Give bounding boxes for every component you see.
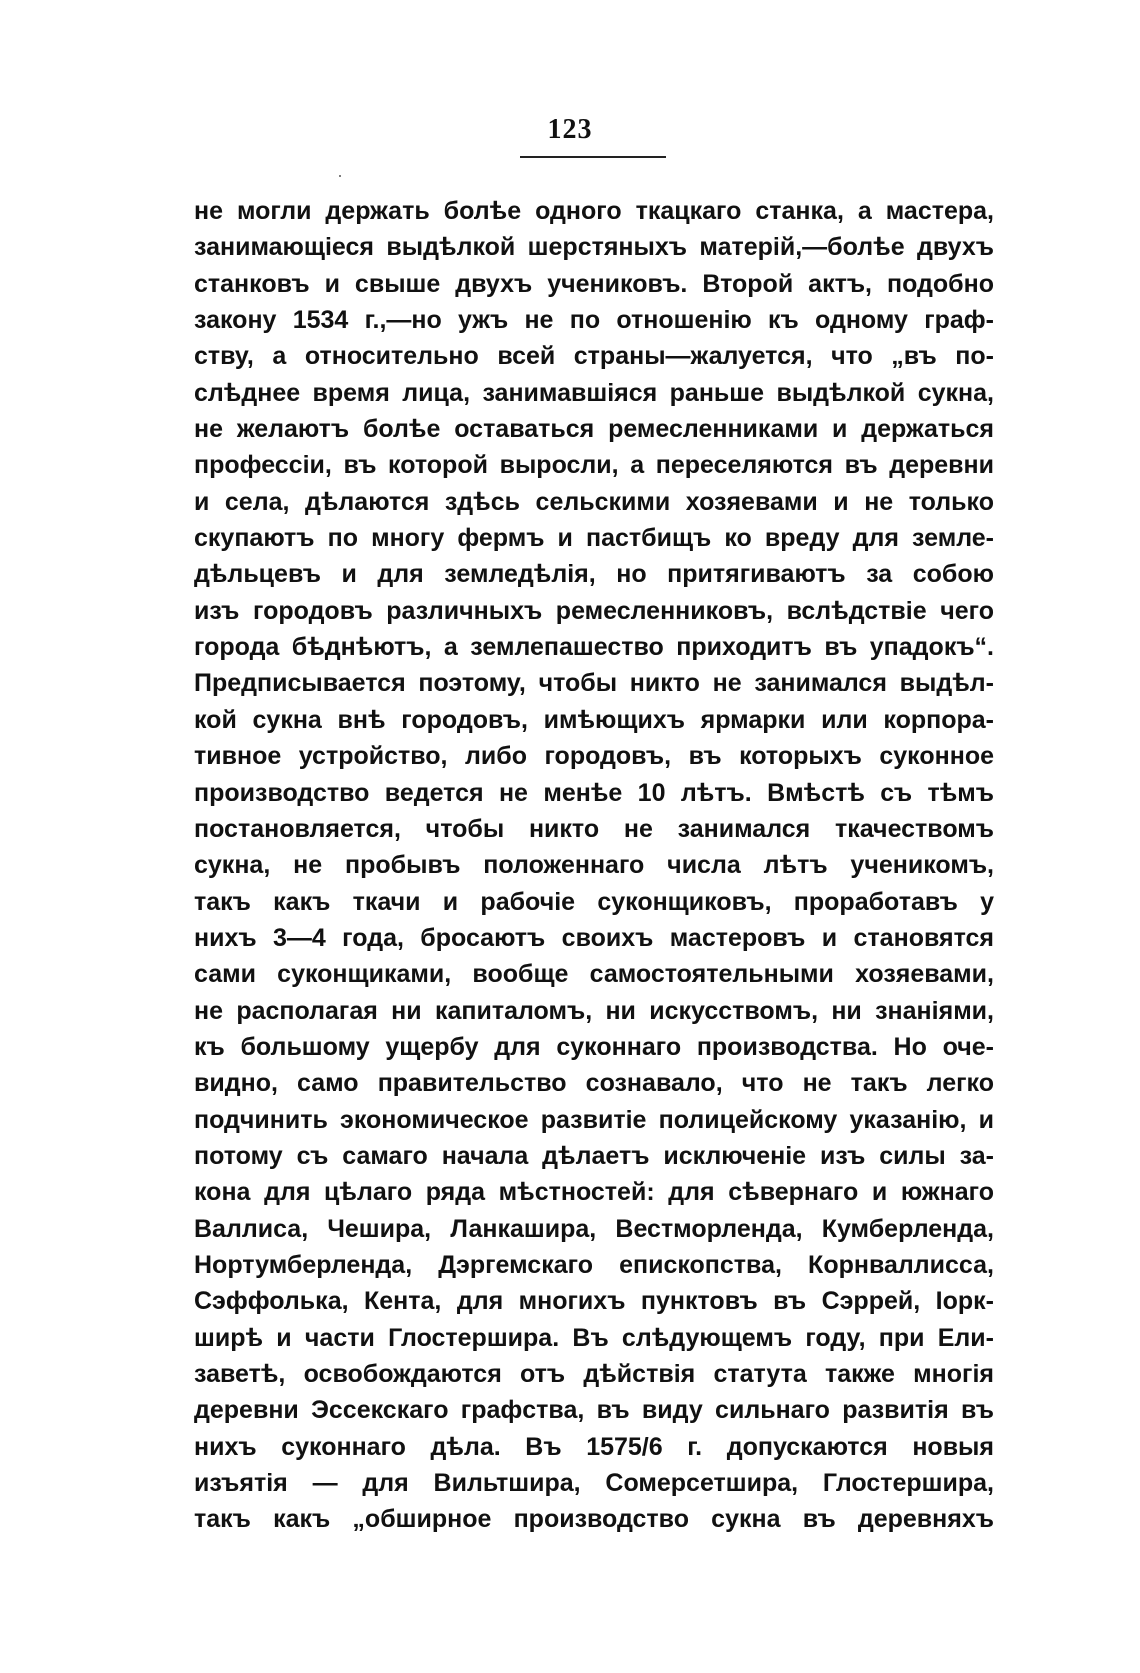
text-line-22: сами суконщиками, вообще самостоятельными хозяевами, [194,960,994,989]
text-line-6: слѣднее время лица, занимавшіяся раньше выдѣлкой сукна, [194,378,994,407]
text-line-8: профессіи, въ которой выросли, а переселяются въ деревни [194,451,994,480]
text-line-9: и села, дѣлаются здѣсь сельскими хозяевами и не только [194,487,994,516]
ink-speck [339,175,341,177]
text-line-30: Нортумберленда, Дэргемскаго епископства, Корнваллисса, [194,1250,994,1279]
text-line-14: Предписывается поэтому, чтобы никто не занимался выдѣл- [194,669,994,698]
text-line-10: скупаютъ по многу фермъ и пастбищъ ко вреду для земле- [194,524,994,553]
text-line-5: ству, а относительно всей страны—жалуется, что „въ по- [194,342,994,371]
text-line-2: занимающіеся выдѣлкой шерстяныхъ матерій,—болѣе двухъ [194,233,994,262]
text-line-28: кона для цѣлаго ряда мѣстностей: для сѣвернаго и южнаго [194,1178,994,1207]
text-line-15: кой сукна внѣ городовъ, имѣющихъ ярмарки или корпора- [194,705,994,734]
text-line-19: сукна, не пробывъ положеннаго числа лѣтъ ученикомъ, [194,851,994,880]
text-line-16: тивное устройство, либо городовъ, въ которыхъ суконное [194,742,994,771]
text-line-1: не могли держать болѣе одного ткацкаго станка, а мастера, [194,197,994,225]
text-line-4: закону 1534 г.,—но ужъ не по отношенію къ одному граф- [194,306,994,335]
text-line-29: Валлиса, Чешира, Ланкашира, Вестморленда, Кумберленда, [194,1214,994,1243]
text-line-21: нихъ 3—4 года, бросаютъ своихъ мастеровъ и становятся [194,923,994,952]
text-line-32: ширѣ и части Глостершира. Въ слѣдующемъ году, при Ели- [194,1323,994,1352]
text-line-20: такъ какъ ткачи и рабочіе суконщиковъ, проработавъ у [194,887,994,916]
text-line-18: постановляется, чтобы никто не занимался ткачествомъ [194,814,994,843]
text-line-35: нихъ суконнаго дѣла. Въ 1575/6 г. допускаются новыя [194,1432,994,1461]
text-line-31: Сэффолька, Кента, для многихъ пунктовъ въ Сэррей, Іорк- [194,1287,994,1316]
text-line-7: не желаютъ болѣе оставаться ремесленниками и держаться [194,415,994,444]
text-line-13: города бѣднѣютъ, а землепашество приходитъ въ упадокъ“. [194,633,994,662]
text-line-26: подчинить экономическое развитіе полицейскому указанію, и [194,1105,994,1134]
page-number: 123 [547,114,593,145]
text-line-33: заветѣ, освобождаются отъ дѣйствія статута также многія [194,1360,994,1388]
text-line-34: деревни Эссекскаго графства, въ виду сильнаго развитія въ [194,1396,994,1425]
text-line-12: изъ городовъ различныхъ ремесленниковъ, вслѣдствіе чего [194,596,994,625]
text-line-17: производство ведется не менѣе 10 лѣтъ. Вмѣстѣ съ тѣмъ [194,778,994,807]
body-text [194,193,994,1538]
text-line-27: потому съ самаго начала дѣлаетъ исключеніе изъ силы за- [194,1141,994,1170]
text-line-37: такъ какъ „обширное производство сукна въ деревняхъ [194,1505,994,1534]
text-line-24: къ большому ущербу для суконнаго производства. Но оче- [194,1032,994,1061]
text-line-36: изъятія — для Вильтшира, Сомерсетшира, Глостершира, [194,1469,994,1498]
page-number-rule [520,156,666,158]
text-line-11: дѣльцевъ и для земледѣлія, но притягиваютъ за собою [194,560,994,589]
text-line-23: не располагая ни капиталомъ, ни искусствомъ, ни знаніями, [194,996,994,1025]
text-line-3: станковъ и свыше двухъ учениковъ. Второй актъ, подобно [194,269,994,298]
text-line-25: видно, само правительство сознавало, что не такъ легко [194,1069,994,1098]
